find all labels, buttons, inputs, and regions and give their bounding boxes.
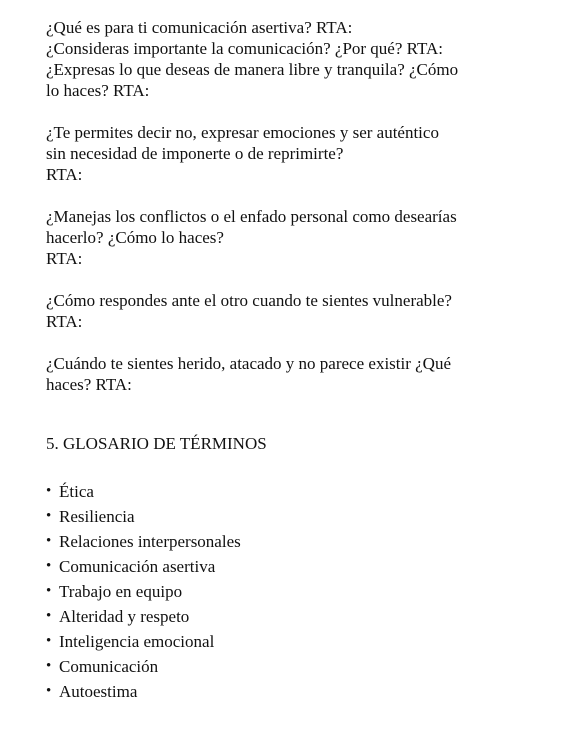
question-line: ¿Cómo respondes ante el otro cuando te sientes vulnerable? [46, 291, 452, 310]
bullet-icon: • [46, 633, 52, 649]
list-item [46, 679, 506, 704]
bullet-icon: • [46, 558, 52, 574]
question-line: ¿Cuándo te sientes herido, atacado y no parece existir ¿Qué [46, 354, 452, 373]
question-line: RTA: [46, 312, 83, 331]
bullet-icon: • [46, 608, 52, 624]
list-item-label: Resiliencia [59, 507, 135, 526]
bullet-icon: • [46, 583, 52, 599]
question-line: ¿Expresas lo que deseas de manera libre y tranquila? ¿Cómo [46, 60, 459, 79]
bullet-icon: • [46, 658, 52, 674]
list-item [46, 629, 506, 654]
question-line: hacerlo? ¿Cómo lo haces? [46, 228, 224, 247]
list-item-label: Alteridad y respeto [59, 607, 190, 626]
list-item [46, 504, 506, 529]
question-line: RTA: [46, 249, 83, 268]
list-item [46, 554, 506, 579]
question-block-1 [46, 17, 506, 101]
question-block-5 [46, 353, 506, 395]
question-block-4 [46, 290, 506, 332]
question-line: ¿Qué es para ti comunicación asertiva? RTA: [46, 18, 353, 37]
bullet-icon: • [46, 483, 52, 499]
list-item [46, 479, 506, 504]
section-heading: 5. GLOSARIO DE TÉRMINOS [46, 434, 267, 453]
list-item [46, 604, 506, 629]
list-item [46, 579, 506, 604]
question-line: RTA: [46, 165, 83, 184]
bullet-icon: • [46, 683, 52, 699]
list-item-label: Autoestima [59, 682, 138, 701]
list-item-label: Comunicación asertiva [59, 557, 216, 576]
question-line: ¿Consideras importante la comunicación? ¿Por qué? RTA: [46, 39, 443, 58]
list-item-label: Inteligencia emocional [59, 632, 215, 651]
question-line: sin necesidad de imponerte o de reprimirte? [46, 144, 344, 163]
question-block-3 [46, 206, 506, 269]
list-item [46, 654, 506, 679]
question-line: lo haces? RTA: [46, 81, 150, 100]
glossary-list [46, 479, 506, 704]
list-item-label: Comunicación [59, 657, 159, 676]
document-page [46, 17, 506, 704]
question-line: haces? RTA: [46, 375, 132, 394]
list-item-label: Trabajo en equipo [59, 582, 183, 601]
question-block-2 [46, 122, 506, 185]
question-line: ¿Te permites decir no, expresar emociones y ser auténtico [46, 123, 439, 142]
bullet-icon: • [46, 533, 52, 549]
list-item [46, 529, 506, 554]
question-line: ¿Manejas los conflictos o el enfado personal como desearías [46, 207, 457, 226]
list-item-label: Relaciones interpersonales [59, 532, 241, 551]
bullet-icon: • [46, 508, 52, 524]
list-item-label: Ética [59, 482, 94, 501]
